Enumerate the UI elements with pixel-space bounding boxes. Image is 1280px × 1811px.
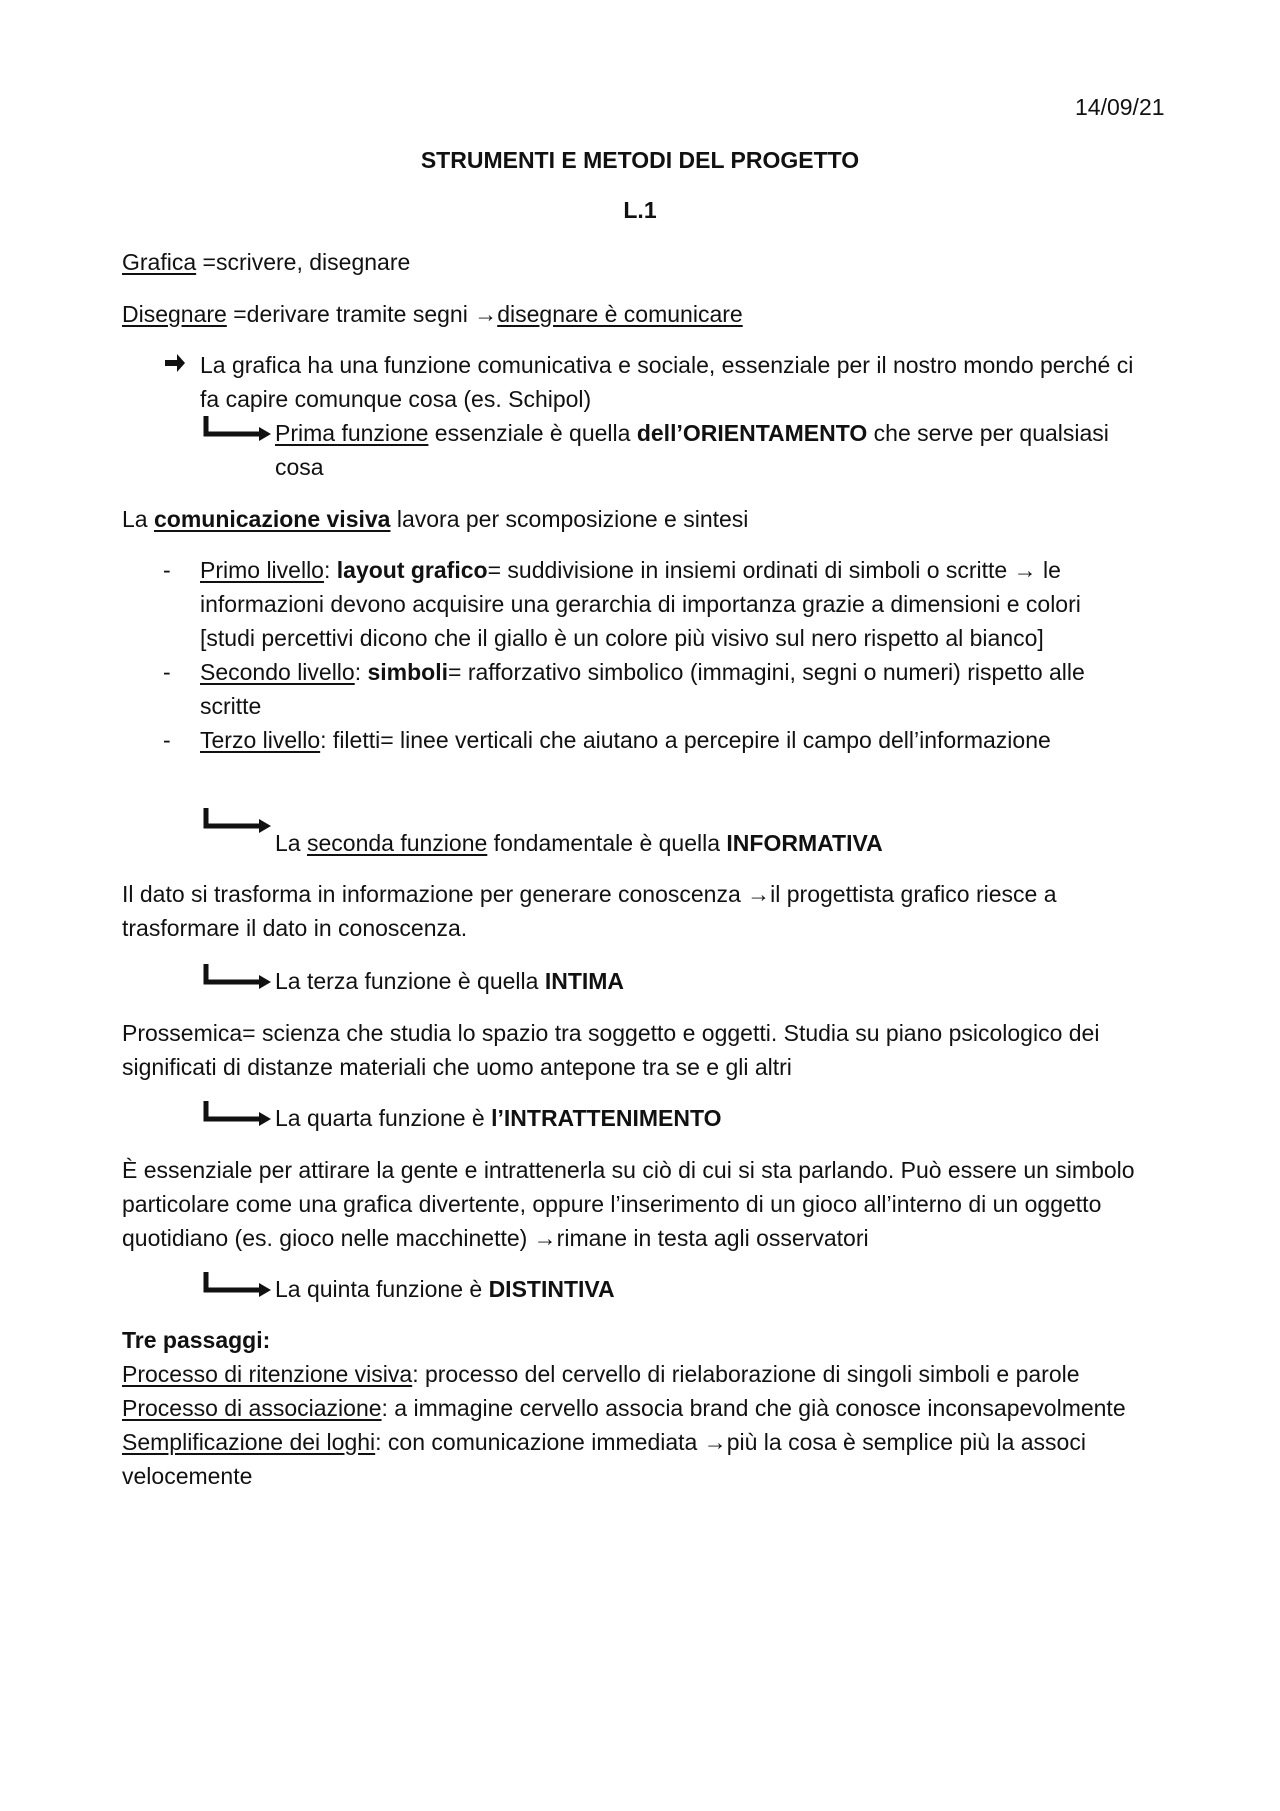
dash-bullet: - bbox=[163, 727, 171, 753]
grafica-definition bbox=[122, 245, 410, 279]
date: 14/09/21 bbox=[1075, 94, 1165, 120]
funzione4-bold: l’INTRATTENIMENTO bbox=[491, 1105, 722, 1131]
dash-bullet: - bbox=[163, 557, 171, 583]
funzione3-bold: INTIMA bbox=[544, 968, 625, 994]
elbow-arrow-icon bbox=[203, 1099, 273, 1129]
intrattenimento-line2: particolare come una grafica divertente, oppure l’inserimento di un gioco all’interno di un oggetto bbox=[122, 1191, 1102, 1217]
elbow-arrow-icon bbox=[203, 806, 273, 836]
livello2-line2: scritte bbox=[200, 693, 262, 719]
livello2-line1 bbox=[200, 655, 1085, 689]
funzione1-rest: che serve per qualsiasi bbox=[867, 420, 1109, 446]
passaggio-2-term: Processo di associazione bbox=[122, 1395, 382, 1421]
livello1-text: = suddivisione in insiemi ordinati di simboli o scritte → le bbox=[487, 557, 1061, 583]
dato-line2: trasformare il dato in conoscenza. bbox=[122, 915, 468, 941]
livello3-term: Terzo livello bbox=[200, 727, 321, 753]
passaggio-3 bbox=[122, 1425, 1086, 1459]
livello1-term: Primo livello bbox=[200, 557, 324, 583]
passaggio-1-text: : processo del cervello di rielaborazione di singoli simboli e parole bbox=[412, 1361, 1080, 1387]
livello1-colon: : bbox=[323, 557, 337, 583]
lesson-label: L.1 bbox=[623, 197, 657, 223]
funzione2-line bbox=[275, 826, 883, 860]
dash-bullet: - bbox=[163, 659, 171, 685]
funzione2-text: fondamentale è quella bbox=[487, 830, 727, 856]
passaggio-3-term: Semplificazione dei loghi bbox=[122, 1429, 376, 1455]
livello1-line2: informazioni devono acquisire una gerarchia di importanza grazie a dimensioni e colori bbox=[200, 591, 1081, 617]
livello1-line3: [studi percettivi dicono che il giallo è un colore più visivo sul nero rispetto al bianco] bbox=[200, 625, 1044, 651]
livello2-bold: simboli bbox=[367, 659, 449, 685]
funzione2-pre: La bbox=[275, 830, 307, 856]
comunicazione-visiva bbox=[122, 502, 748, 536]
intrattenimento-line3: quotidiano (es. gioco nelle macchinette) →rimane in testa agli osservatori bbox=[122, 1225, 869, 1251]
passaggio-2-text: : a immagine cervello associa brand che già conosce inconsapevolmente bbox=[381, 1395, 1126, 1421]
funzione1-line2: cosa bbox=[275, 454, 324, 480]
funzione1-line1 bbox=[275, 416, 1109, 450]
intrattenimento-line1: È essenziale per attirare la gente e intrattenerla su ciò di cui si sta parlando. Può essere un simbolo bbox=[122, 1157, 1135, 1183]
funzione3-line bbox=[275, 964, 624, 998]
passaggi-heading: Tre passaggi: bbox=[122, 1327, 271, 1353]
funzione1-bold: dell’ORIENTAMENTO bbox=[636, 420, 868, 446]
arrow-icon: → bbox=[474, 301, 498, 327]
livello2-term: Secondo livello bbox=[200, 659, 355, 685]
page-title: STRUMENTI E METODI DEL PROGETTO bbox=[420, 147, 860, 173]
prossemica-line1: Prossemica= scienza che studia lo spazio tra soggetto e oggetti. Studia su piano psicologico dei bbox=[122, 1020, 1100, 1046]
comunicazione-pre: La bbox=[122, 506, 154, 532]
livello1-line1 bbox=[200, 553, 1061, 587]
funzione5-bold: DISTINTIVA bbox=[488, 1276, 615, 1302]
funzione4-line bbox=[275, 1101, 722, 1135]
disegnare-def: =derivare tramite segni bbox=[226, 301, 475, 327]
livello2-text: = rafforzativo simbolico (immagini, segni o numeri) rispetto alle bbox=[448, 659, 1085, 685]
passaggio-3-line2: velocemente bbox=[122, 1463, 253, 1489]
comunicazione-term: comunicazione visiva bbox=[153, 506, 391, 532]
passaggio-3-text: : con comunicazione immediata →più la cosa è semplice più la associ bbox=[375, 1429, 1086, 1455]
dato-line1: Il dato si trasforma in informazione per generare conoscenza →il progettista grafico riesce a bbox=[122, 881, 1057, 907]
livello3-text: : filetti= linee verticali che aiutano a percepire il campo dell’informazione bbox=[320, 727, 1051, 753]
bold-arrow-bullet-icon bbox=[163, 348, 187, 387]
prossemica-line2: significati di distanze materiali che uomo antepone tra se e gli altri bbox=[122, 1054, 792, 1080]
comunicazione-rest: lavora per scomposizione e sintesi bbox=[390, 506, 749, 532]
livello3-line1 bbox=[200, 723, 1051, 757]
disegnare-definition bbox=[122, 297, 743, 331]
passaggio-1-term: Processo di ritenzione visiva bbox=[122, 1361, 413, 1387]
passaggio-1 bbox=[122, 1357, 1080, 1391]
livello2-colon: : bbox=[354, 659, 368, 685]
funzione1-text: essenziale è quella bbox=[428, 420, 637, 446]
elbow-arrow-icon bbox=[203, 414, 273, 444]
funzione5-text: La quinta funzione è bbox=[275, 1276, 489, 1302]
funzione4-text: La quarta funzione è bbox=[275, 1105, 492, 1131]
grafica-term: Grafica bbox=[122, 249, 197, 275]
funzione2-term: seconda funzione bbox=[306, 830, 488, 856]
arrow-point-line1: La grafica ha una funzione comunicativa e sociale, essenziale per il nostro mondo perché ci bbox=[200, 352, 1134, 378]
livello1-bold: layout grafico bbox=[336, 557, 488, 583]
funzione2-bold: INFORMATIVA bbox=[726, 830, 883, 856]
funzione5-line bbox=[275, 1272, 615, 1306]
passaggio-2 bbox=[122, 1391, 1126, 1425]
elbow-arrow-icon bbox=[203, 1270, 273, 1300]
disegnare-term: Disegnare bbox=[122, 301, 227, 327]
elbow-arrow-icon bbox=[203, 962, 273, 992]
funzione3-text: La terza funzione è quella bbox=[275, 968, 545, 994]
arrow-point-line2: fa capire comunque cosa (es. Schipol) bbox=[200, 386, 592, 412]
funzione1-term: Prima funzione bbox=[275, 420, 429, 446]
disegnare-conclusion: disegnare è comunicare bbox=[497, 301, 743, 327]
grafica-def: =scrivere, disegnare bbox=[196, 249, 411, 275]
